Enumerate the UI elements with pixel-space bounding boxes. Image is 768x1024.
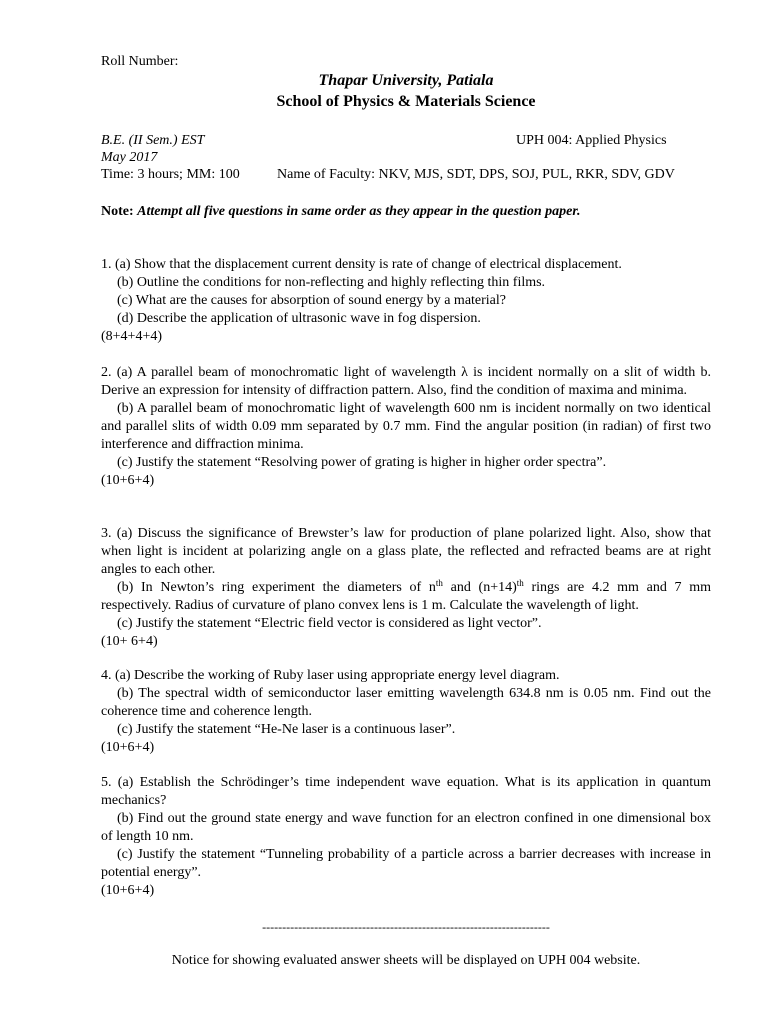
roll-number-label: Roll Number: — [101, 54, 179, 69]
question-part: (b) Outline the conditions for non-reflecting and highly reflecting thin films. — [117, 275, 546, 290]
question-part: (d) Describe the application of ultrasonic wave in fog dispersion. — [117, 311, 481, 326]
question-part: (c) What are the causes for absorption of sound energy by a material? — [117, 293, 506, 308]
instruction-note — [101, 203, 581, 221]
question-5 — [101, 774, 711, 900]
question-part: (c) Justify the statement “He-Ne laser is a continuous laser”. — [117, 722, 456, 737]
question-part: 2. (a) A parallel beam of monochromatic light of wavelength λ is incident normally on a slit of width b. Derive an expression for intensity of diffraction pattern. Also, find the condition of maxima and minima. — [101, 365, 711, 398]
question-part: 3. (a) Discuss the significance of Brewster’s law for production of plane polarized light. Also, show that when light is incident at polarizing angle on a glass plate, the reflected and refracted beams are at right angles to each other. — [101, 526, 711, 577]
note-label: Note: — [101, 204, 134, 219]
footer-notice: Notice for showing evaluated answer sheets will be displayed on UPH 004 website. — [171, 953, 641, 968]
marks-distribution: (10+6+4) — [101, 473, 155, 488]
question-part: (c) Justify the statement “Electric field vector is considered as light vector”. — [117, 616, 542, 631]
marks-distribution: (10+6+4) — [101, 740, 155, 755]
marks-distribution: (10+ 6+4) — [101, 634, 158, 649]
course-label: B.E. (II Sem.) EST — [101, 133, 205, 148]
marks-distribution: (8+4+4+4) — [101, 329, 163, 344]
time-marks: Time: 3 hours; MM: 100 — [101, 167, 240, 182]
faculty-names: Name of Faculty: NKV, MJS, SDT, DPS, SOJ, PUL, RKR, SDV, GDV — [277, 167, 675, 182]
question-part: (b) A parallel beam of monochromatic light of wavelength 600 nm is incident normally on two identical and parallel slits of width 0.09 mm separated by 0.7 mm. Find the angular position (in radian) of first two interference and diffraction minima. — [101, 401, 711, 452]
question-3 — [101, 525, 711, 651]
university-name: Thapar University, Patiala — [318, 72, 494, 89]
subject-label: UPH 004: Applied Physics — [516, 133, 667, 148]
question-part: 4. (a) Describe the working of Ruby laser using appropriate energy level diagram. — [101, 668, 560, 683]
school-name: School of Physics & Materials Science — [276, 93, 536, 110]
question-part: (c) Justify the statement “Resolving power of grating is higher in higher order spectra”. — [117, 455, 607, 470]
question-2 — [101, 364, 711, 490]
question-part: (b) Find out the ground state energy and wave function for an electron confined in one dimensional box of length 10 nm. — [101, 811, 711, 844]
question-part: (b) The spectral width of semiconductor laser emitting wavelength 634.8 nm is 0.05 nm. Find out the coherence time and coherence length. — [101, 686, 711, 719]
question-part-b: (b) In Newton’s ring experiment the diameters of $n^{th}$ and $(n+14)^{th}$ rings are 4.2 mm and 7 mm respectively. Radius of curvature of plano convex lens is 1 m. Calculate the wavelength of light. — [101, 578, 712, 613]
question-4 — [101, 667, 711, 757]
question-part: (c) Justify the statement “Tunneling probability of a particle across a barrier decreases with increase in potential energy”. — [101, 847, 711, 880]
question-1 — [101, 256, 711, 346]
marks-distribution: (10+6+4) — [101, 883, 155, 898]
question-part: 5. (a) Establish the Schrödinger’s time independent wave equation. What is its application in quantum mechanics? — [101, 775, 711, 808]
question-part: 1. (a) Show that the displacement current density is rate of change of electrical displacement. — [101, 257, 622, 272]
note-text: Attempt all five questions in same order as they appear in the question paper. — [137, 204, 581, 219]
exam-date: May 2017 — [101, 150, 158, 165]
footer-divider: ------------------------------------------------------------------------ — [262, 920, 550, 934]
